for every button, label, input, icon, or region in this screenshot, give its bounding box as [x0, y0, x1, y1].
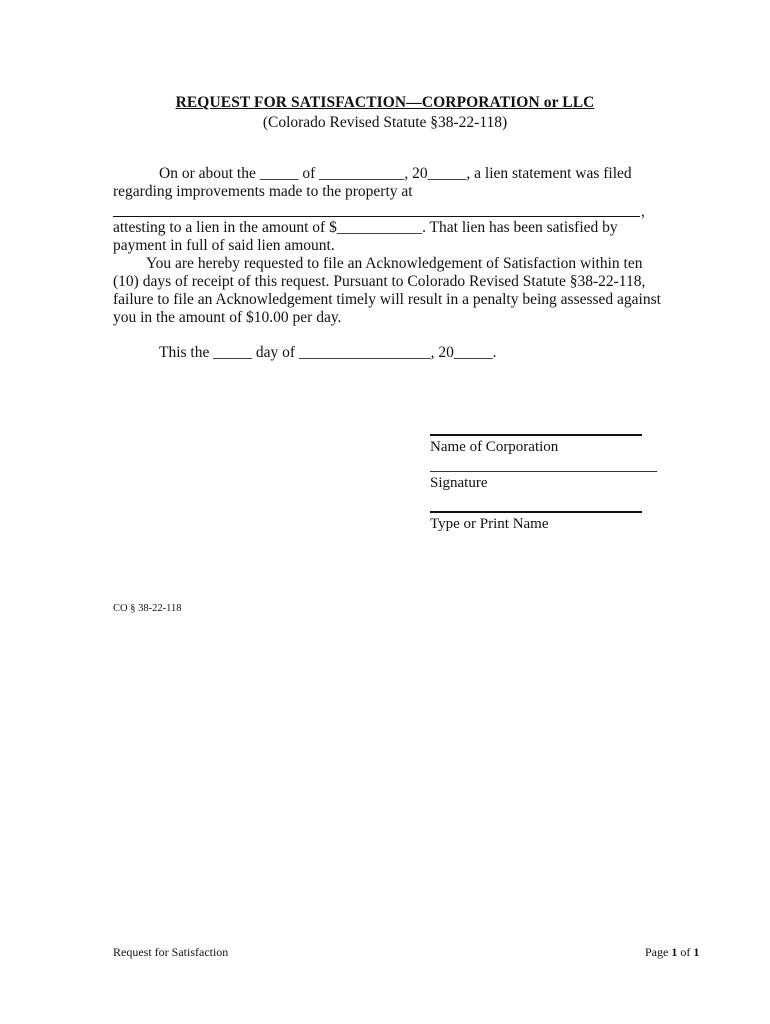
paragraph2-line1: You are hereby requested to file an Acknowledgement of Satisfaction within ten [146, 255, 643, 272]
paragraph1-line5: payment in full of said lien amount. [113, 237, 335, 254]
page-prefix: Page [645, 945, 672, 959]
signature-rule [430, 471, 657, 472]
name-of-corporation-rule [430, 434, 642, 436]
date-line: This the _____ day of _________________, 20_____. [159, 344, 497, 361]
page-total: 1 [693, 945, 700, 959]
document-title: REQUEST FOR SATISFACTION—CORPORATION or LLC [175, 94, 595, 111]
statute-reference: CO § 38-22-118 [113, 603, 182, 614]
paragraph1-line1: On or about the _____ of ___________, 20_____, a lien statement was filed [159, 165, 632, 182]
signature-label: Signature [430, 475, 488, 491]
property-address-blank [113, 216, 640, 217]
footer-page-number [645, 945, 699, 960]
page-of: of [677, 945, 694, 959]
paragraph1-line4: attesting to a lien in the amount of $___________. That lien has been satisfied by [113, 219, 618, 236]
document-subtitle: (Colorado Revised Statute §38-22-118) [262, 114, 508, 131]
paragraph2-line3: failure to file an Acknowledgement timely will result in a penalty being assessed against [113, 291, 661, 308]
print-name-label: Type or Print Name [430, 516, 549, 532]
property-address-comma: , [641, 203, 645, 220]
print-name-rule [430, 511, 642, 513]
paragraph2-line4: you in the amount of $10.00 per day. [113, 309, 342, 326]
page-current: 1 [671, 945, 678, 959]
paragraph1-line2: regarding improvements made to the property at [113, 183, 413, 200]
name-of-corporation-label: Name of Corporation [430, 439, 559, 455]
paragraph2-line2: (10) days of receipt of this request. Pursuant to Colorado Revised Statute §38-22-118, [113, 273, 646, 290]
footer-document-name: Request for Satisfaction [113, 945, 229, 959]
